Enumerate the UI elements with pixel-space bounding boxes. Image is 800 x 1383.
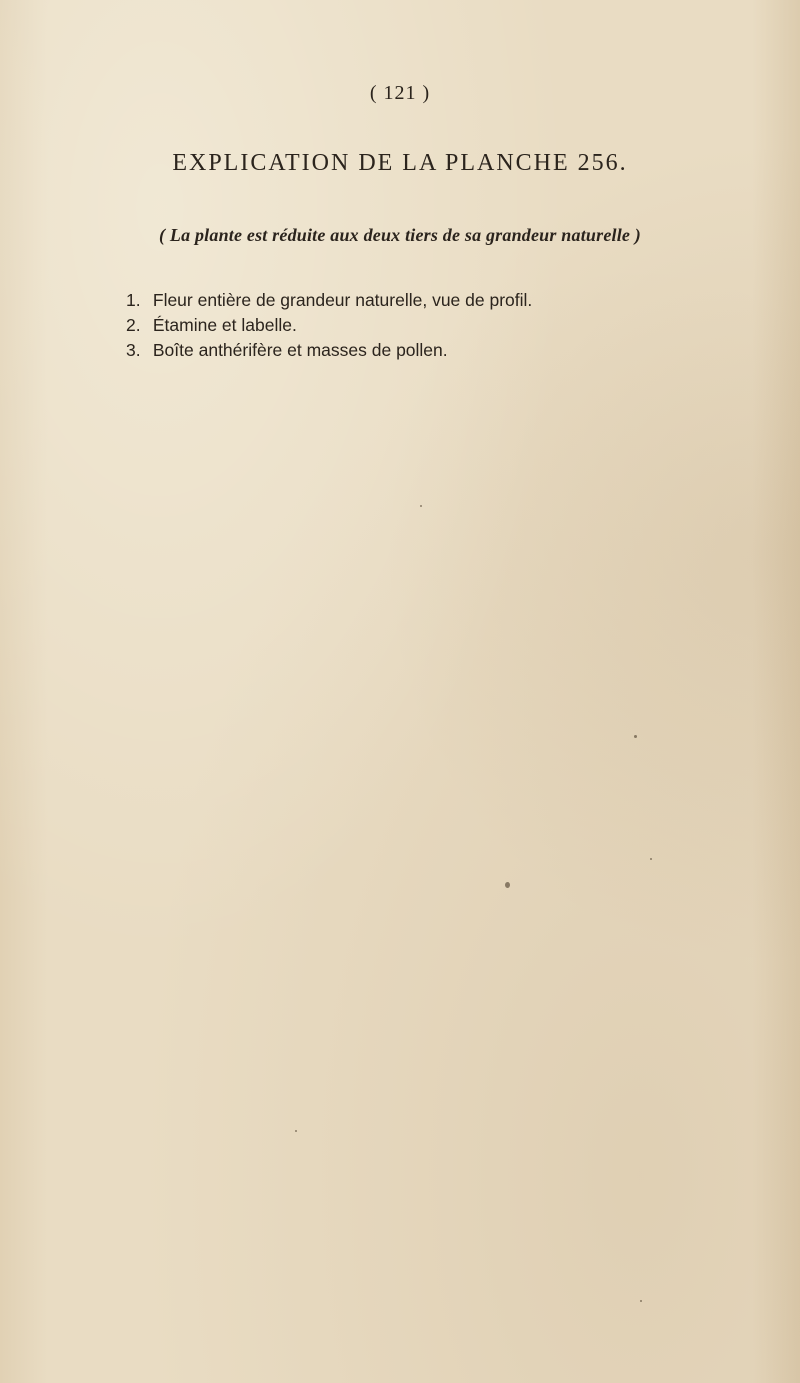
list-item: [126, 338, 726, 363]
plate-subtitle: ( La plante est réduite aux deux tiers de sa grandeur naturelle ): [158, 225, 641, 245]
paper-speck: [295, 1130, 297, 1132]
paper-speck: [640, 1300, 642, 1302]
item-text: Fleur entière de grandeur naturelle, vue de profil.: [152, 290, 533, 310]
item-number: 2.: [126, 315, 141, 335]
paper-speck: [505, 882, 510, 888]
explanation-list: [126, 288, 726, 363]
item-text: Étamine et labelle.: [152, 315, 297, 335]
plate-title: EXPLICATION DE LA PLANCHE 256.: [172, 150, 628, 176]
list-item: [126, 313, 726, 338]
item-text: Boîte anthérifère et masses de pollen.: [152, 340, 448, 360]
item-number: 3.: [126, 340, 141, 360]
list-item: [126, 288, 726, 313]
page-number: ( 121 ): [369, 82, 431, 104]
paper-speck: [650, 858, 652, 860]
paper-speck: [420, 505, 422, 507]
paper-speck: [634, 735, 637, 738]
item-number: 1.: [126, 290, 141, 310]
